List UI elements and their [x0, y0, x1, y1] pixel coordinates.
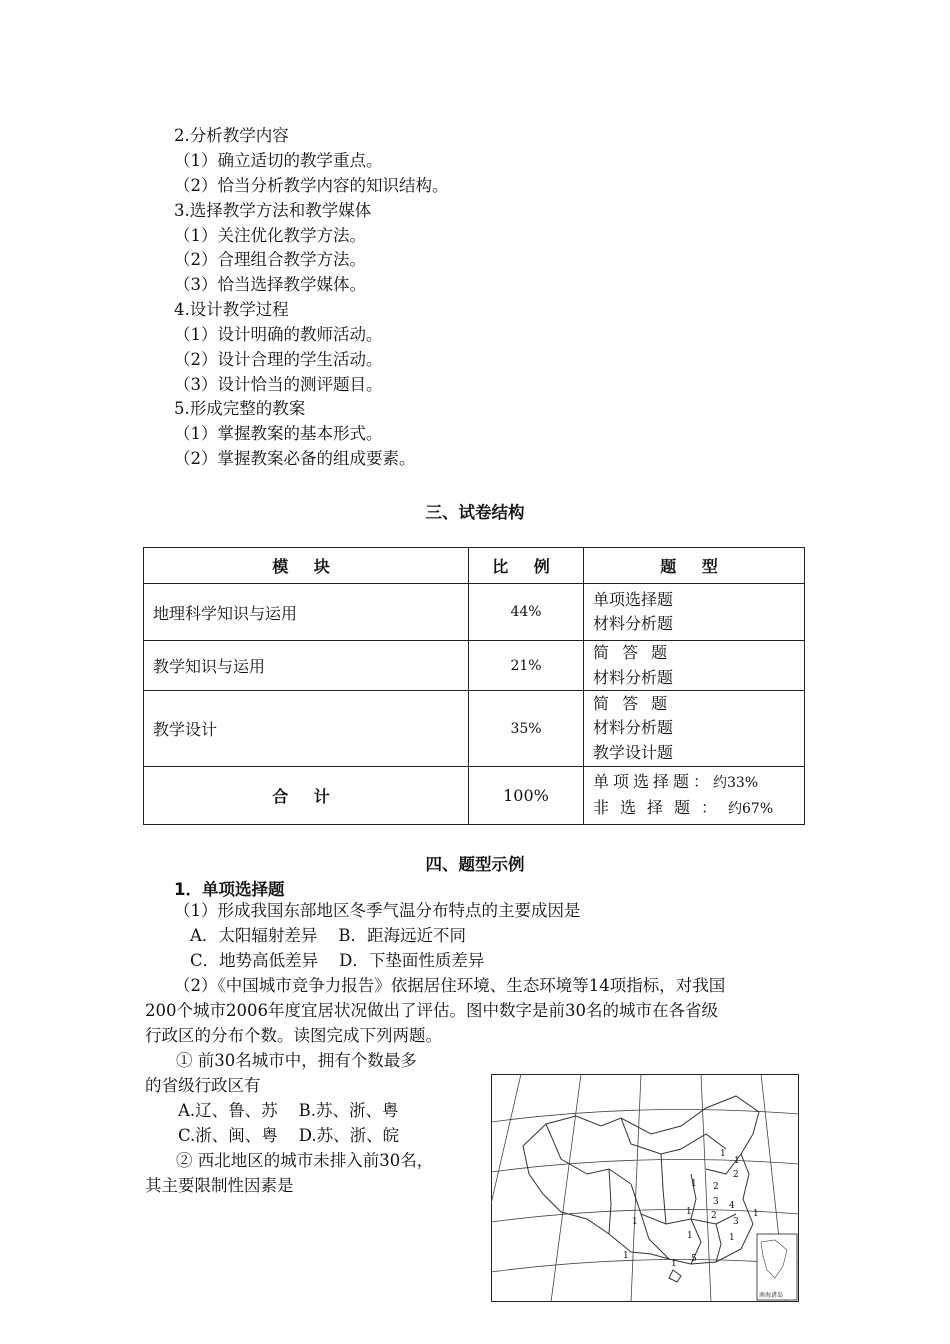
- map-count-label: 1: [734, 1156, 740, 1166]
- map-count-label: 2: [733, 1170, 739, 1180]
- outline-item: 5.形成完整的教案: [174, 399, 306, 418]
- type-line: 材料分析题: [593, 667, 674, 687]
- outline-item: （1）确立适切的教学重点。: [174, 151, 383, 170]
- exam-structure-table: [143, 547, 805, 825]
- map-count-label: 5: [691, 1254, 697, 1264]
- outline-item: 4.设计教学过程: [174, 300, 289, 319]
- question-2-stem-line: 200个城市2006年度宜居状况做出了评估。图中数字是前30名的城市在各省级: [145, 1001, 718, 1020]
- subquestion-2-line: 其主要限制性因素是: [145, 1176, 294, 1195]
- total-type-cell: [584, 767, 805, 825]
- outline-item: （1）设计明确的教师活动。: [174, 325, 383, 344]
- subsection-heading-single-choice: 1．单项选择题: [174, 880, 285, 899]
- type-cell: [584, 691, 805, 767]
- question-2-stem-line: 行政区的分布个数。读图完成下列两题。: [145, 1026, 442, 1045]
- map-count-label: 1: [632, 1217, 638, 1227]
- total-label-cell: 合 计: [144, 767, 469, 825]
- type-cell: [584, 584, 805, 641]
- outline-item: （2）恰当分析教学内容的知识结构。: [174, 176, 449, 195]
- map-count-label: 4: [729, 1201, 735, 1211]
- type-line-value: 约33%: [713, 775, 759, 791]
- outline-item: （3）恰当选择教学媒体。: [174, 275, 366, 294]
- table-total-row: [144, 767, 805, 825]
- map-count-label: 1: [686, 1207, 692, 1217]
- outline-item: 2.分析教学内容: [174, 126, 289, 145]
- question-1-stem: （1）形成我国东部地区冬季气温分布特点的主要成因是: [174, 901, 581, 920]
- type-line-label: 非选择题：: [593, 797, 729, 817]
- china-city-distribution-map: [491, 1074, 799, 1302]
- map-count-label: 1: [729, 1233, 735, 1243]
- type-line: 简 答 题: [593, 643, 672, 662]
- type-line: 简 答 题: [593, 693, 672, 713]
- outline-item: （2）设计合理的学生活动。: [174, 350, 383, 369]
- table-row: [144, 691, 805, 767]
- outline-item: （3）设计恰当的测评题目。: [174, 375, 383, 394]
- subquestion-1-options-cd: C.浙、闽、粤 D.苏、浙、皖: [178, 1126, 400, 1145]
- map-count-label: 1: [623, 1251, 629, 1261]
- map-count-label: 2: [711, 1211, 717, 1221]
- question-1-options-ab: A．太阳辐射差异 B．距海远近不同: [190, 926, 467, 945]
- total-ratio-cell: 100%: [469, 767, 584, 825]
- type-line-value: 约67%: [728, 800, 774, 817]
- type-line: 材料分析题: [593, 614, 674, 633]
- map-count-label: 1: [691, 1179, 697, 1189]
- subquestion-1-line: 的省级行政区有: [145, 1076, 261, 1095]
- type-line-label: 单项选择题：: [593, 772, 714, 791]
- outline-item: （2）掌握教案必备的组成要素。: [174, 449, 416, 468]
- table-row: [144, 584, 805, 641]
- south-china-sea-inset: [757, 1234, 797, 1300]
- map-count-label: 1: [671, 1259, 677, 1269]
- type-line: 单项选择题: [593, 589, 674, 609]
- column-header-ratio: 比 例: [469, 548, 584, 584]
- map-count-label: 1: [720, 1149, 726, 1159]
- map-count-label: 1: [753, 1209, 759, 1219]
- subquestion-1-line: ① 前30名城市中，拥有个数最多: [176, 1051, 417, 1070]
- module-cell: 教学设计: [144, 691, 469, 767]
- module-cell: 地理科学知识与运用: [144, 584, 469, 641]
- ratio-cell: 21%: [469, 641, 584, 691]
- type-line: 教学设计题: [593, 742, 674, 762]
- type-cell: [584, 641, 805, 691]
- type-line: 材料分析题: [593, 718, 674, 738]
- map-count-label: 3: [733, 1217, 739, 1227]
- map-count-label: 1: [687, 1231, 693, 1241]
- module-cell: 教学知识与运用: [144, 641, 469, 691]
- column-header-type: 题 型: [584, 548, 805, 584]
- ratio-cell: 44%: [469, 584, 584, 641]
- question-1-options-cd: C．地势高低差异 D．下垫面性质差异: [190, 951, 485, 970]
- map-count-label: 3: [713, 1197, 719, 1207]
- subquestion-2-line: ② 西北地区的城市未排入前30名，: [176, 1151, 434, 1170]
- type-line: [593, 770, 804, 796]
- inset-label: 南海诸岛: [759, 1292, 784, 1299]
- subquestion-1-options-ab: A.辽、鲁、苏 B.苏、浙、粤: [178, 1101, 399, 1120]
- outline-item: （1）关注优化教学方法。: [174, 226, 366, 245]
- type-line: [593, 796, 804, 822]
- table-header-row: [144, 548, 805, 584]
- table-row: [144, 641, 805, 691]
- question-2-stem-line: （2）《中国城市竞争力报告》依据居住环境、生态环境等14项指标，对我国: [174, 976, 726, 995]
- column-header-module: 模 块: [144, 548, 469, 584]
- ratio-cell: 35%: [469, 691, 584, 767]
- outline-item: 3.选择教学方法和教学媒体: [174, 201, 372, 220]
- section-heading-question-examples: 四、题型示例: [425, 855, 525, 874]
- map-count-label: 2: [713, 1182, 719, 1192]
- outline-item: （2）合理组合教学方法。: [174, 250, 366, 269]
- outline-item: （1）掌握教案的基本形式。: [174, 424, 383, 443]
- section-heading-exam-structure: 三、试卷结构: [425, 503, 525, 522]
